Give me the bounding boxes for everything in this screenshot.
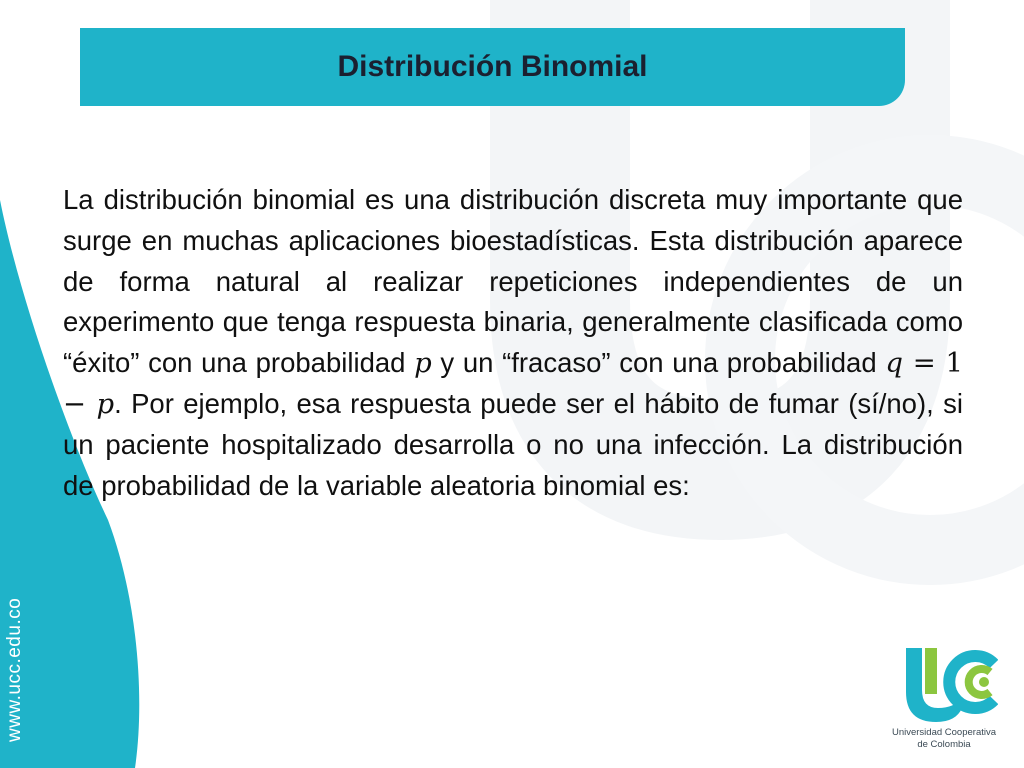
math-p-2: p — [96, 387, 115, 420]
logo-caption-line-2: de Colombia — [917, 739, 971, 750]
slide-title: Distribución Binomial — [337, 50, 648, 83]
math-equals: = — [902, 347, 946, 380]
paragraph-part-3: . Por ejemplo, esa respuesta puede ser el hábito de fumar (sí/no), si un paciente hospitalizado desarrolla o no una infección. La distribución de probabilidad de la variable aleatoria binomial es: — [63, 387, 963, 501]
logo-caption-line-1: Universidad Cooperativa — [891, 727, 997, 738]
paragraph-part-1: La distribución binomial es una distribución discreta muy importante que surge en muchas aplicaciones bioestadísticas. Esta distribución aparece de forma natural al realizar repeticiones independientes de un experimento que tenga respuesta binaria, generalmente clasificada como “éxito” con una probabilidad — [63, 184, 963, 379]
logo-caption — [888, 727, 1000, 751]
math-q: q — [885, 347, 903, 380]
body-paragraph — [63, 180, 963, 506]
website-url: www.ucc.edu.co — [4, 597, 25, 742]
math-minus: − — [63, 387, 97, 420]
paragraph-part-2: y un “fracaso” con una probabilidad — [431, 347, 886, 379]
math-p: p — [414, 347, 432, 380]
math-one: 1 — [945, 347, 963, 380]
title-bar — [80, 28, 905, 106]
